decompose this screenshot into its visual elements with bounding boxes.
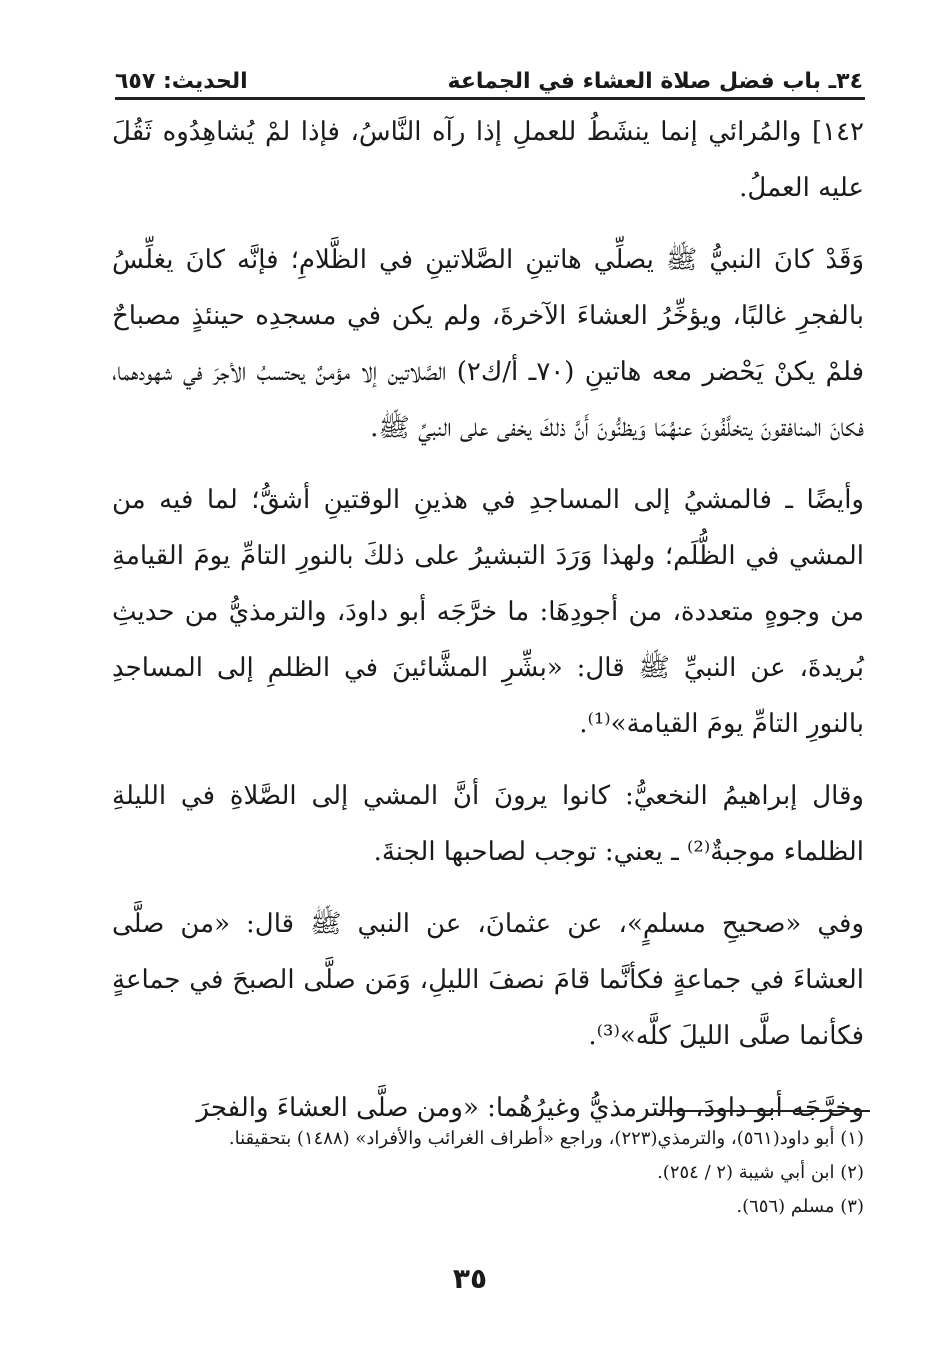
paragraph: وَقَدْ كانَ النبيُّ ﷺ يصلِّي هاتينِ الصَّلاتينِ في الظَّلامِ؛ فإنَّه كانَ يغلِّسُ بالفجرِ غالبًا، ويؤخِّرُ العشاءَ الآخرةَ، ولم يكن في مسجدِه حينئذٍ مصباحٌ فلمْ يكنْ يَحْضر معه هاتينِ (٧٠ـ أ/ك٢) الصَّلاتين إلا مؤمنٌ يحتسبُ الأجرَ في شهودهما، فكانَ المنافقونَ يتخلَّفُونَ عنهُمَا وَيظنُّونَ أَنَّ ذلكَ يخفى على النبيِّ ﷺ. — [112, 245, 865, 443]
hadith-number: الحديث: ٦٥٧ — [115, 69, 248, 94]
running-header — [115, 52, 863, 94]
footnote: (٢) ابن أبي شيبة (٢ / ٢٥٤). — [657, 1162, 864, 1183]
paragraph: وخرَّجَه أبو داودَ، والترمذيُّ وغيرُهُما: «ومن صلَّى العشاءَ والفجرَ — [196, 1093, 864, 1123]
paragraph: وفي «صحيحِ مسلمٍ»، عن عثمانَ، عن النبي ﷺ قال: «من صلَّى العشاءَ في جماعةٍ فكأنَّما قامَ نصفَ الليلِ، وَمَن صلَّى الصبحَ في جماعةٍ فكأنما صلَّى الليلَ كلَّه»⁽³⁾. — [112, 909, 864, 1051]
footnote-separator — [660, 1110, 870, 1112]
header-rule — [115, 97, 865, 100]
footnotes — [112, 1122, 864, 1224]
footnote: (٣) مسلم (٦٥٦). — [736, 1196, 864, 1217]
paragraph: وقال إبراهيمُ النخعيُّ: كانوا يرونَ أنَّ المشي إلى الصَّلاةِ في الليلةِ الظلماء موجبةٌ⁽²⁾ ـ يعني: توجب لصاحبها الجنةَ. — [112, 781, 864, 867]
page-number: ٣٥ — [452, 1262, 488, 1295]
footnote: (١) أبو داود(٥٦١)، والترمذي(٢٢٣)، وراجع «أطراف الغرائب والأفراد» (١٤٨٨) بتحقيقنا. — [228, 1128, 864, 1149]
chapter-title: ٣٤ـ باب فضل صلاة العشاء في الجماعة — [447, 69, 863, 94]
main-text — [112, 104, 864, 1148]
paragraph: وأيضًا ـ فالمشيُ إلى المساجدِ في هذينِ الوقتينِ أشقُّ؛ لما فيه من المشي في الظُّلَم؛ ولهذا وَرَدَ التبشيرُ على ذلكَ بالنورِ التامِّ يومَ القيامةِ من وجوهٍ متعددة، من أجودِهَا: ما خرَّجَه أبو داودَ، والترمذيُّ من حديثِ بُريدةَ، عن النبيِّ ﷺ قال: «بشِّرِ المشَّائينَ في الظلمِ إلى المساجدِ بالنورِ التامِّ يومَ القيامة»⁽¹⁾. — [112, 485, 864, 739]
paragraph: ١٤٢] والمُرائي إنما ينشَطُ للعملِ إذا رآه النَّاسُ، فإذا لمْ يُشاهِدُوه ثَقُلَ عليه العملُ. — [112, 117, 864, 203]
